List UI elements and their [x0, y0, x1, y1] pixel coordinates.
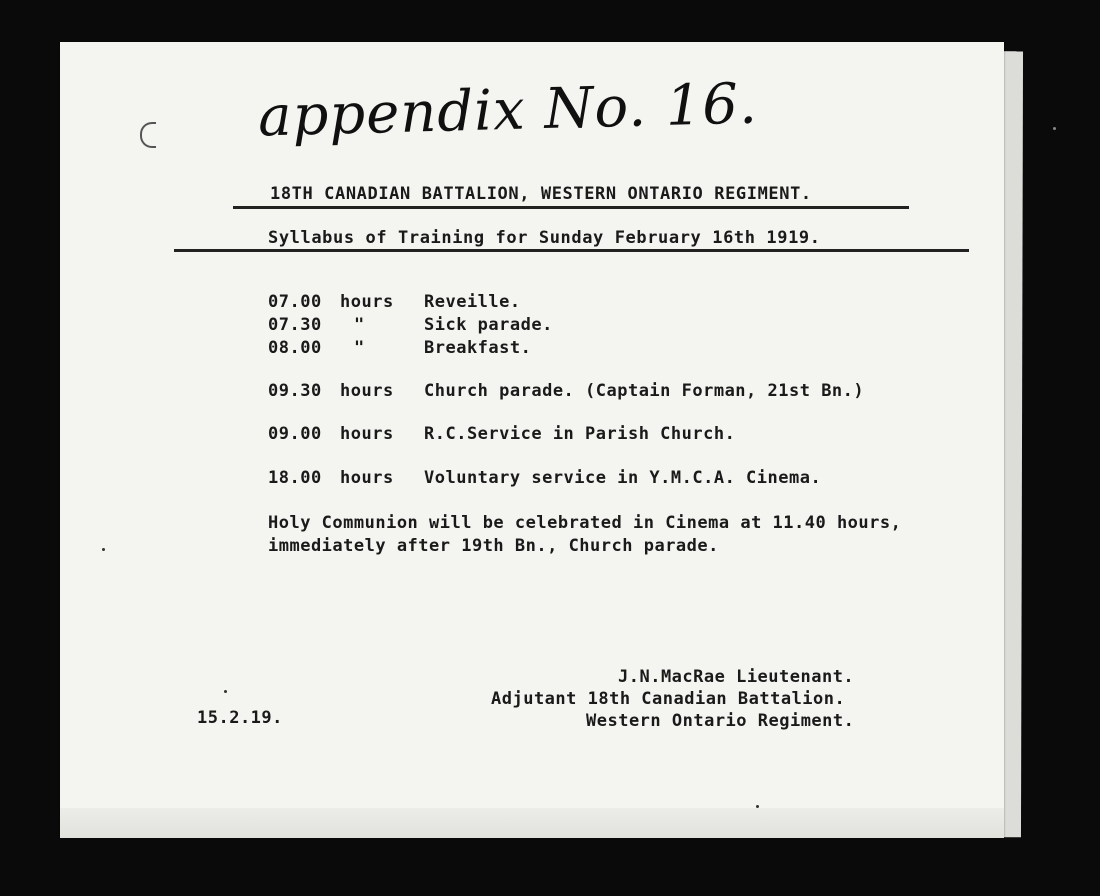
schedule-time: 08.00 — [268, 338, 322, 358]
schedule-activity: R.C.Service in Parish Church. — [424, 424, 736, 444]
schedule-time: 07.00 — [268, 292, 322, 312]
handwritten-appendix-title: appendix No. 16. — [257, 71, 759, 150]
schedule-unit: hours — [340, 381, 394, 401]
note-line: immediately after 19th Bn., Church parade. — [268, 536, 719, 556]
syllabus-subheading: Syllabus of Training for Sunday February 16th 1919. — [268, 228, 821, 248]
schedule-unit: hours — [340, 424, 394, 444]
ink-speck — [102, 548, 105, 551]
heading-underline — [233, 206, 909, 209]
ink-speck — [224, 690, 227, 693]
schedule-row — [268, 381, 864, 401]
schedule-unit: hours — [340, 292, 394, 312]
schedule-unit: hours — [340, 468, 394, 488]
signature-name: J.N.MacRae Lieutenant. — [618, 667, 855, 687]
schedule-unit: " — [354, 315, 365, 335]
battalion-heading: 18TH CANADIAN BATTALION, WESTERN ONTARIO REGIMENT. — [270, 184, 812, 204]
schedule-activity: Breakfast. — [424, 338, 532, 358]
schedule-activity: Reveille. — [424, 292, 521, 312]
punch-hole-mark — [140, 122, 156, 148]
schedule-activity: Sick parade. — [424, 315, 553, 335]
signature-regiment: Western Ontario Regiment. — [586, 711, 855, 731]
schedule-row — [268, 338, 531, 358]
schedule-time: 09.30 — [268, 381, 322, 401]
communion-note — [268, 512, 901, 558]
schedule-row — [268, 424, 735, 444]
schedule-row — [268, 468, 821, 488]
schedule-row — [268, 315, 553, 335]
signature-title: Adjutant 18th Canadian Battalion. — [491, 689, 846, 709]
note-line: Holy Communion will be celebrated in Cinema at 11.40 hours, — [268, 513, 902, 533]
schedule-activity: Church parade. (Captain Forman, 21st Bn.) — [424, 381, 865, 401]
schedule-time: 18.00 — [268, 468, 322, 488]
subheading-underline — [174, 249, 969, 252]
ink-speck — [1053, 127, 1056, 130]
schedule-time: 07.30 — [268, 315, 322, 335]
schedule-activity: Voluntary service in Y.M.C.A. Cinema. — [424, 468, 822, 488]
ink-speck — [756, 805, 759, 808]
schedule-row — [268, 292, 521, 312]
schedule-time: 09.00 — [268, 424, 322, 444]
document-date: 15.2.19. — [197, 708, 283, 728]
page-bottom-edge — [60, 808, 1004, 838]
schedule-unit: " — [354, 338, 365, 358]
